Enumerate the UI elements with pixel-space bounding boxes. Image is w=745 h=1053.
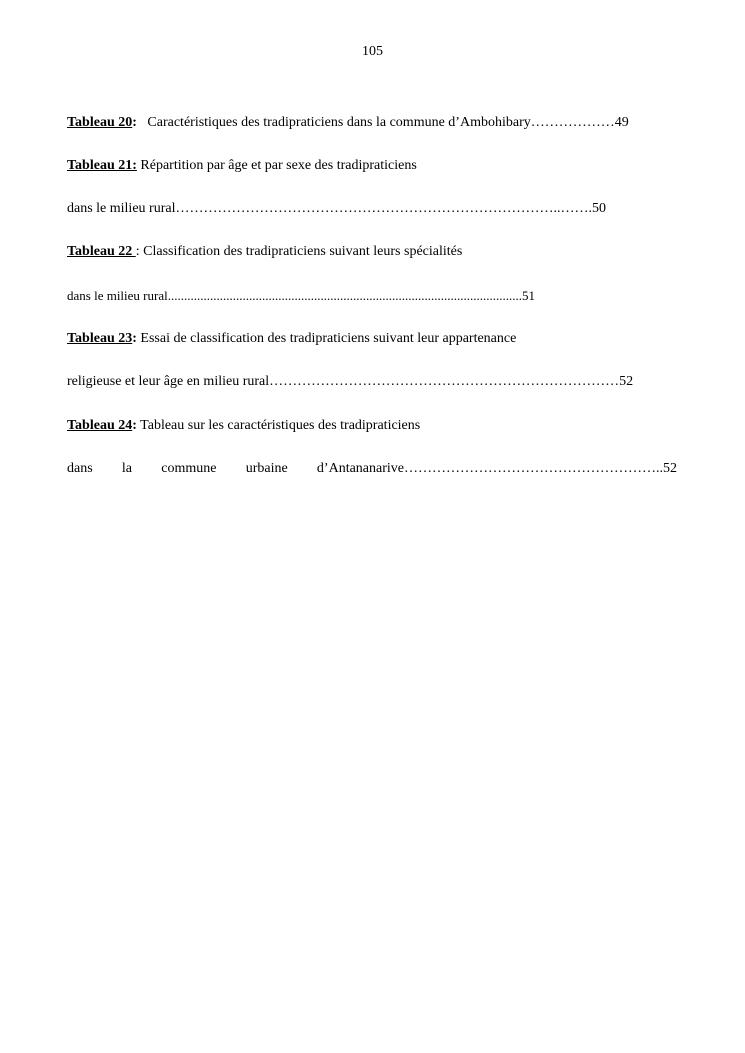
toc-entry-label-suffix: : xyxy=(132,331,137,346)
toc-entry-text: : Classification des tradipraticiens suivant leurs spécialités xyxy=(135,244,463,259)
toc-entry-label: Tableau 20 xyxy=(67,115,133,130)
toc-entry-tableau-23 xyxy=(67,330,516,348)
continuation-word: urbaine xyxy=(245,461,288,476)
toc-entry-label-suffix: : xyxy=(132,418,137,433)
continuation-word: commune xyxy=(161,461,217,476)
toc-entry-continuation: dans le milieu rural.............................................................................................................51 xyxy=(67,288,535,303)
toc-entry-label: Tableau 21: xyxy=(67,158,137,173)
toc-entry-tableau-22 xyxy=(67,243,462,261)
toc-entry-text: Tableau sur les caractéristiques des tradipraticiens xyxy=(136,418,421,433)
toc-entry-continuation xyxy=(67,460,677,478)
toc-entry-tableau-24 xyxy=(67,417,420,435)
continuation-word: la xyxy=(121,461,133,476)
toc-entry-tableau-21 xyxy=(67,157,417,175)
toc-entry-label: Tableau 23 xyxy=(67,331,133,346)
toc-entry-label: Tableau 22 xyxy=(67,244,136,259)
toc-entry-label: Tableau 24 xyxy=(67,418,133,433)
toc-entry-continuation: dans le milieu rural………………………………………………………………………..…….50 xyxy=(67,201,606,216)
continuation-word: dans xyxy=(67,461,93,476)
page-number: 105 xyxy=(362,44,383,59)
toc-entry-text: Essai de classification des tradipraticiens suivant leur appartenance xyxy=(136,331,517,346)
toc-entry-text: Répartition par âge et par sexe des tradipraticiens xyxy=(136,158,417,173)
toc-entry-text: Caractéristiques des tradipraticiens dans la commune d’Ambohibary………………49 xyxy=(136,115,629,130)
toc-entry-tableau-20 xyxy=(67,114,629,132)
toc-entry-continuation: religieuse et leur âge en milieu rural…………………………………………………………………52 xyxy=(67,374,634,389)
continuation-word: d’Antananarive………………………………………………..52 xyxy=(316,461,677,476)
toc-entry-label-suffix: : xyxy=(132,115,137,130)
